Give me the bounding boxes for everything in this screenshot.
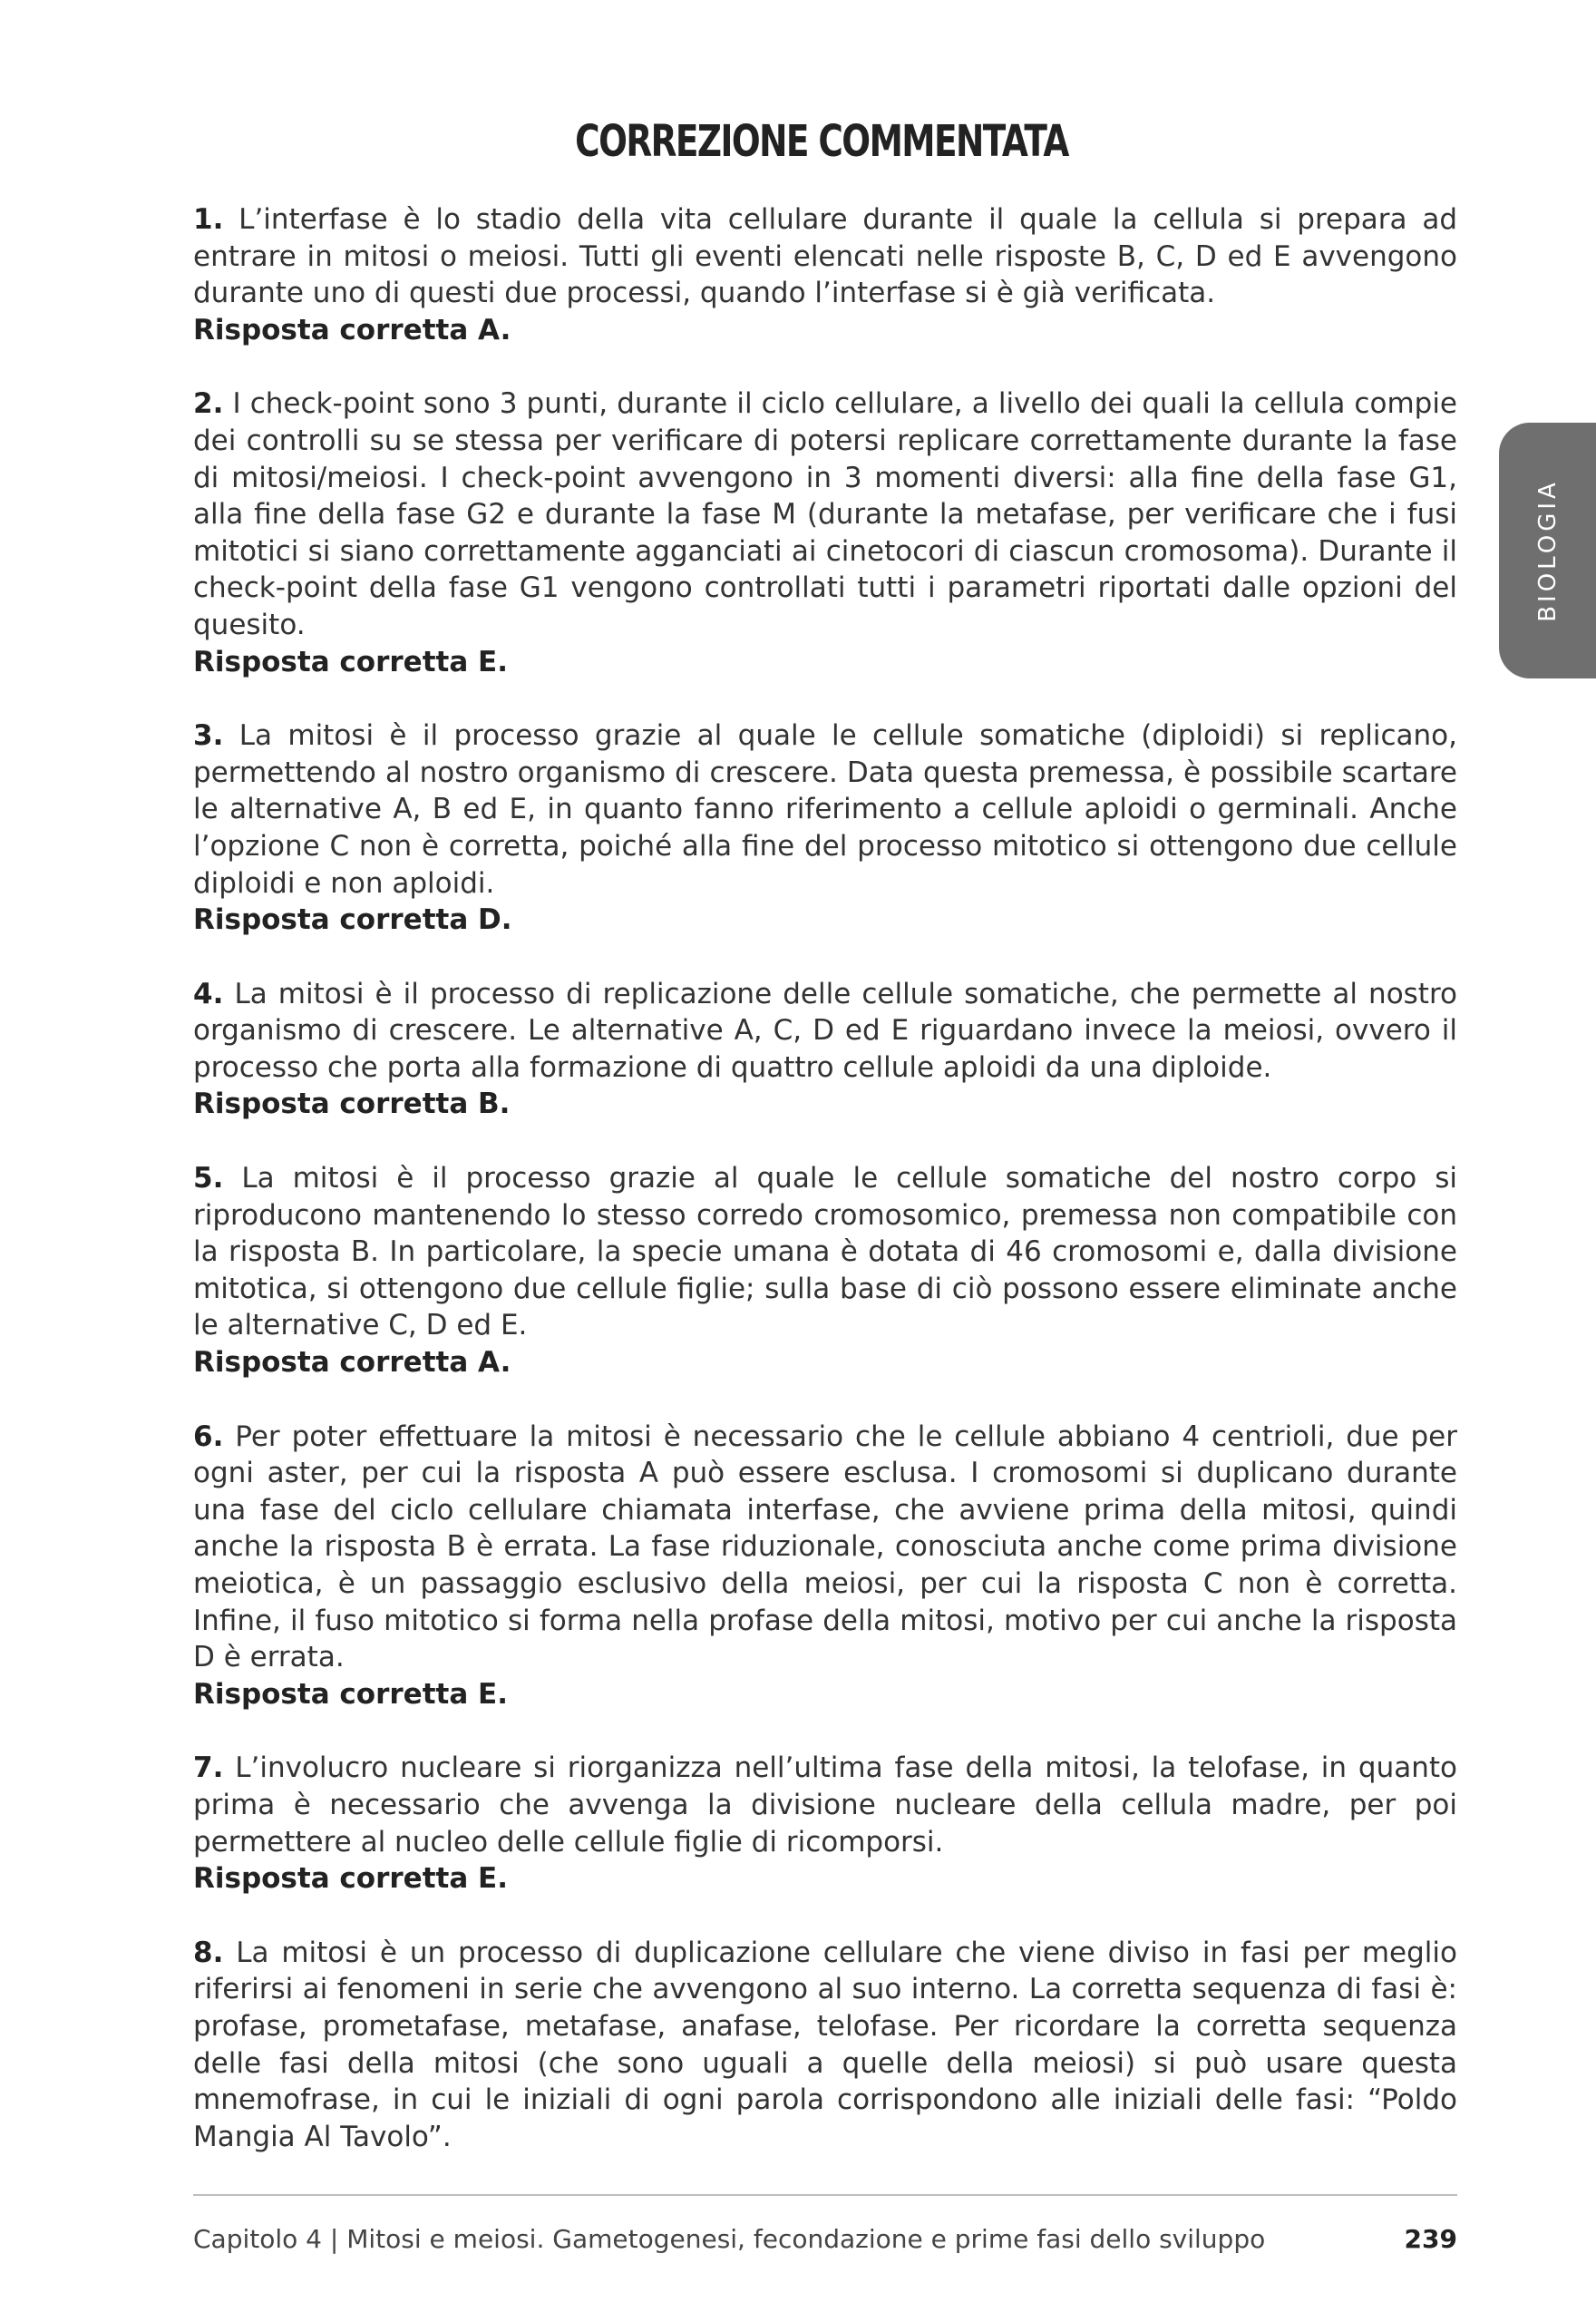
page-title: CORREZIONE COMMENTATA	[575, 116, 1068, 167]
answer-item-5	[193, 1160, 1457, 1381]
correct-answer: Risposta corretta E.	[193, 1862, 508, 1896]
answer-explanation	[193, 1419, 1457, 1676]
item-number: 8.	[193, 1936, 224, 1969]
answer-explanation	[193, 976, 1457, 1087]
answer-item-4	[193, 976, 1457, 1123]
item-text: La mitosi è il processo di replicazione delle cellule somatiche, che permette al nostro organismo di crescere. Le alternative A, C, D ed E riguardano invece la meiosi, ovvero il processo che porta alla formazione di quattro cellule aploidi da una diploide.	[193, 977, 1457, 1084]
answer-explanation	[193, 1160, 1457, 1344]
item-text: La mitosi è il processo grazie al quale le cellule somatiche (diploidi) si replicano, permettendo al nostro organismo di crescere. Data questa premessa, è possibile scartare le alternative A, B ed E, in quanto fanno riferimento a cellule aploidi o germinali. Anche l’opzione C non è corretta, poiché alla fine del processo mitotico si ottengono due cellule diploidi e non aploidi.	[193, 719, 1457, 900]
item-number: 2.	[193, 387, 224, 421]
item-number: 7.	[193, 1751, 224, 1785]
item-text: L’interfase è lo stadio della vita cellulare durante il quale la cellula si prepara ad entrare in mitosi o meiosi. Tutti gli eventi elencati nelle risposte B, C, D ed E avvengono durante uno di questi due processi, quando l’interfase si è già verificata.	[193, 203, 1457, 310]
correct-answer: Risposta corretta A.	[193, 1346, 511, 1380]
correct-answer: Risposta corretta D.	[193, 903, 512, 937]
item-number: 6.	[193, 1420, 224, 1453]
correct-answer: Risposta corretta E.	[193, 645, 508, 678]
item-text: La mitosi è un processo di duplicazione cellulare che viene diviso in fasi per meglio riferirsi ai fenomeni in serie che avvengono al suo interno. La corretta sequenza di fasi è: profase, prometafase, metafase, anafase, telofase. Per ricordare la corretta sequenza delle fasi della mitosi (che sono uguali a quelle della meiosi) si può usare questa mnemofrase, in cui le iniziali di ogni parola corrispondono alle iniziali delle fasi: “Poldo Mangia Al Tavolo”.	[193, 1936, 1457, 2153]
correct-answer: Risposta corretta B.	[193, 1088, 511, 1121]
page-number: 239	[1404, 2224, 1457, 2254]
answer-item-3	[193, 717, 1457, 939]
correct-answer: Risposta corretta E.	[193, 1677, 508, 1711]
answer-item-2	[193, 385, 1457, 680]
item-text: I check-point sono 3 punti, durante il ciclo cellulare, a livello dei quali la cellula compie dei controlli su se stessa per verificare di potersi replicare correttamente durante la fase di mitosi/meiosi. I check-point avvengono in 3 momenti diversi: alla fine della fase G1, alla fine della fase G2 e durante la fase M (durante la metafase, per verificare che i fusi mitotici si siano correttamente agganciati ai cinetocori di ciascun cromosoma). Durante il check-point della fase G1 vengono controllati tutti i parametri riportati dalle opzioni del quesito.	[193, 387, 1458, 641]
item-number: 5.	[193, 1162, 224, 1195]
answer-item-8	[193, 1935, 1457, 2156]
item-text: L’involucro nucleare si riorganizza nell’ultima fase della mitosi, la telofase, in quanto prima è necessario che avvenga la divisione nucleare della cellula madre, per poi permettere al nucleo delle cellule figlie di ricomporsi.	[193, 1751, 1457, 1859]
footer-divider	[193, 2194, 1457, 2196]
answer-explanation	[193, 1750, 1457, 1860]
answer-explanation	[193, 385, 1457, 643]
item-number: 1.	[193, 203, 224, 236]
answer-item-7	[193, 1750, 1457, 1897]
item-text: Per poter effettuare la mitosi è necessario che le cellule abbiano 4 centrioli, due per ogni aster, per cui la risposta A può essere esclusa. I cromosomi si duplicano durante una fase del ciclo cellulare chiamata interfase, che avviene prima della mitosi, quindi anche la risposta B è errata. La fase riduzionale, conosciuta anche come prima divisione meiotica, è un passaggio esclusivo della meiosi, per cui la risposta C non è corretta. Infine, il fuso mitotico si forma nella profase della mitosi, motivo per cui anche la risposta D è errata.	[193, 1420, 1457, 1674]
section-tab-label: BIOLOGIA	[1533, 479, 1562, 622]
item-number: 4.	[193, 977, 224, 1010]
answers-list	[193, 201, 1457, 2192]
answer-explanation	[193, 717, 1457, 902]
answer-item-1	[193, 201, 1457, 348]
item-number: 3.	[193, 719, 224, 753]
item-text: La mitosi è il processo grazie al quale le cellule somatiche del nostro corpo si riproducono mantenendo lo stesso corredo cromosomico, premessa non compatibile con la risposta B. In particolare, la specie umana è dotata di 46 cromosomi e, dalla divisione mitotica, si ottengono due cellule figlie; sulla base di ciò possono essere eliminate anche le alternative C, D ed E.	[193, 1162, 1458, 1342]
correct-answer: Risposta corretta A.	[193, 313, 511, 346]
answer-explanation	[193, 201, 1457, 312]
answer-explanation	[193, 1935, 1457, 2156]
footer-chapter-title: Capitolo 4 | Mitosi e meiosi. Gametogenesi, fecondazione e prime fasi dello sviluppo	[193, 2224, 1266, 2254]
section-tab	[1499, 423, 1596, 678]
answer-item-6	[193, 1419, 1457, 1713]
